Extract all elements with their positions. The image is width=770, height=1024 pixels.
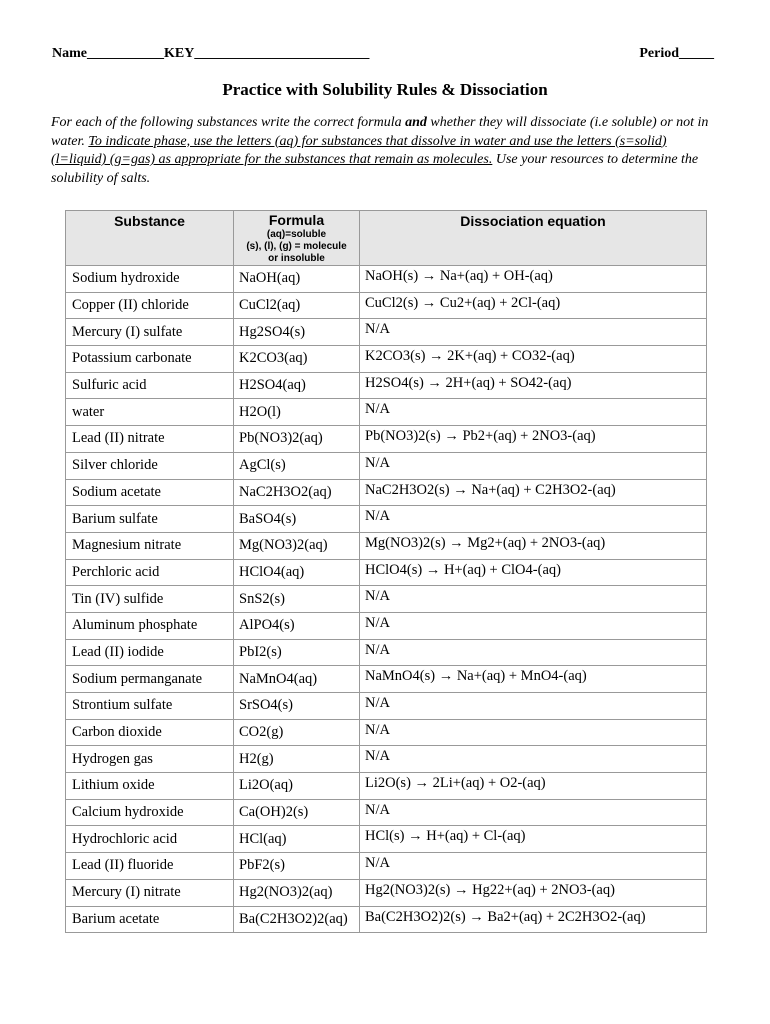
formula-cell: Ba(C2H3O2)2(aq) xyxy=(234,906,360,933)
formula-cell: NaMnO4(aq) xyxy=(234,666,360,693)
table-body xyxy=(66,266,707,933)
equation-cell: N/A xyxy=(360,506,707,533)
table-row xyxy=(66,612,707,639)
instructions-underlined: To indicate phase, use the letters (aq) for substances that dissolve in water and use the letters (s=solid) (l=liquid) (g=gas) as appropriate for the substances that remain as molecules. xyxy=(51,133,667,167)
table-header-row xyxy=(66,211,707,266)
equation-cell: CuCl2(s) → Cu2+(aq) + 2Cl-(aq) xyxy=(360,292,707,319)
header-formula-label: Formula xyxy=(268,212,325,228)
substance-cell: Sulfuric acid xyxy=(66,372,234,399)
formula-cell: H2SO4(aq) xyxy=(234,372,360,399)
formula-cell: Hg2(NO3)2(aq) xyxy=(234,879,360,906)
formula-cell: NaOH(aq) xyxy=(234,266,360,293)
formula-cell: Hg2SO4(s) xyxy=(234,319,360,346)
equation-cell: HCl(s) → H+(aq) + Cl-(aq) xyxy=(360,826,707,853)
substance-cell: Lead (II) nitrate xyxy=(66,426,234,453)
substance-cell: Silver chloride xyxy=(66,452,234,479)
equation-cell: Hg2(NO3)2(s) → Hg22+(aq) + 2NO3-(aq) xyxy=(360,879,707,906)
instructions-part1: For each of the following substances write the correct formula xyxy=(51,115,406,130)
instructions-bold-word: and xyxy=(405,115,427,130)
page-title: Practice with Solubility Rules & Dissociation xyxy=(222,80,548,99)
equation-cell: N/A xyxy=(360,693,707,720)
formula-cell: CuCl2(aq) xyxy=(234,292,360,319)
formula-cell: AlPO4(s) xyxy=(234,612,360,639)
equation-cell: Ba(C2H3O2)2(s) → Ba2+(aq) + 2C2H3O2-(aq) xyxy=(360,906,707,933)
substance-cell: Magnesium nitrate xyxy=(66,532,234,559)
substance-cell: Mercury (I) sulfate xyxy=(66,319,234,346)
substance-cell: Lead (II) iodide xyxy=(66,639,234,666)
substance-cell: Lead (II) fluoride xyxy=(66,853,234,880)
formula-cell: BaSO4(s) xyxy=(234,506,360,533)
table-row xyxy=(66,292,707,319)
header-substance: Substance xyxy=(66,211,234,266)
substance-cell: Barium sulfate xyxy=(66,506,234,533)
header-formula xyxy=(234,211,360,266)
table-row xyxy=(66,346,707,373)
substance-cell: Barium acetate xyxy=(66,906,234,933)
header xyxy=(52,46,718,66)
substance-cell: Sodium hydroxide xyxy=(66,266,234,293)
solubility-table xyxy=(65,210,707,933)
equation-cell: NaMnO4(s) → Na+(aq) + MnO4-(aq) xyxy=(360,666,707,693)
equation-cell: N/A xyxy=(360,639,707,666)
substance-cell: Calcium hydroxide xyxy=(66,799,234,826)
table-row xyxy=(66,719,707,746)
equation-cell: NaC2H3O2(s) → Na+(aq) + C2H3O2-(aq) xyxy=(360,479,707,506)
instructions-part3: Use your resources to determine the solubility of salts. xyxy=(51,152,699,186)
substance-cell: Lithium oxide xyxy=(66,773,234,800)
instructions-part2: whether they will dissociate (i.e soluble) or not in water. xyxy=(51,115,709,149)
formula-cell: K2CO3(aq) xyxy=(234,346,360,373)
formula-cell: Pb(NO3)2(aq) xyxy=(234,426,360,453)
substance-cell: Hydrochloric acid xyxy=(66,826,234,853)
equation-cell: N/A xyxy=(360,399,707,426)
name-field: Name___________KEY_________________________ xyxy=(52,46,370,61)
table-row xyxy=(66,906,707,933)
table-row xyxy=(66,426,707,453)
table-row xyxy=(66,639,707,666)
equation-cell: N/A xyxy=(360,799,707,826)
formula-cell: AgCl(s) xyxy=(234,452,360,479)
equation-cell: K2CO3(s) → 2K+(aq) + CO32-(aq) xyxy=(360,346,707,373)
table-row xyxy=(66,666,707,693)
formula-cell: CO2(g) xyxy=(234,719,360,746)
formula-cell: Ca(OH)2(s) xyxy=(234,799,360,826)
table-row xyxy=(66,372,707,399)
formula-cell: SrSO4(s) xyxy=(234,693,360,720)
substance-cell: Perchloric acid xyxy=(66,559,234,586)
table-row xyxy=(66,853,707,880)
header-formula-note-1: (aq)=soluble xyxy=(266,229,327,240)
header-dissociation: Dissociation equation xyxy=(360,211,707,266)
substance-cell: Tin (IV) sulfide xyxy=(66,586,234,613)
period-field: Period_____ xyxy=(639,46,714,61)
equation-cell: N/A xyxy=(360,746,707,773)
substance-cell: Aluminum phosphate xyxy=(66,612,234,639)
table-row xyxy=(66,506,707,533)
formula-cell: PbI2(s) xyxy=(234,639,360,666)
header-formula-note-2: (s), (l), (g) = molecule xyxy=(246,241,347,252)
substance-cell: Carbon dioxide xyxy=(66,719,234,746)
table-row xyxy=(66,586,707,613)
equation-cell: H2SO4(s) → 2H+(aq) + SO42-(aq) xyxy=(360,372,707,399)
table-row xyxy=(66,826,707,853)
equation-cell: N/A xyxy=(360,586,707,613)
formula-cell: Mg(NO3)2(aq) xyxy=(234,532,360,559)
equation-cell: N/A xyxy=(360,612,707,639)
substance-cell: water xyxy=(66,399,234,426)
equation-cell: N/A xyxy=(360,719,707,746)
substance-cell: Mercury (I) nitrate xyxy=(66,879,234,906)
table-row xyxy=(66,399,707,426)
equation-cell: N/A xyxy=(360,319,707,346)
table-row xyxy=(66,746,707,773)
equation-cell: N/A xyxy=(360,452,707,479)
formula-cell: Li2O(aq) xyxy=(234,773,360,800)
table-row xyxy=(66,479,707,506)
equation-cell: Li2O(s) → 2Li+(aq) + O2-(aq) xyxy=(360,773,707,800)
header-formula-note-3: or insoluble xyxy=(268,253,325,264)
substance-cell: Potassium carbonate xyxy=(66,346,234,373)
table-row xyxy=(66,266,707,293)
table-row xyxy=(66,879,707,906)
equation-cell: N/A xyxy=(360,853,707,880)
formula-cell: HCl(aq) xyxy=(234,826,360,853)
equation-cell: HClO4(s) → H+(aq) + ClO4-(aq) xyxy=(360,559,707,586)
substance-cell: Sodium acetate xyxy=(66,479,234,506)
formula-cell: PbF2(s) xyxy=(234,853,360,880)
formula-cell: HClO4(aq) xyxy=(234,559,360,586)
substance-cell: Copper (II) chloride xyxy=(66,292,234,319)
equation-cell: Mg(NO3)2(s) → Mg2+(aq) + 2NO3-(aq) xyxy=(360,532,707,559)
instructions xyxy=(51,114,723,188)
substance-cell: Strontium sulfate xyxy=(66,693,234,720)
table-row xyxy=(66,319,707,346)
table-row xyxy=(66,532,707,559)
equation-cell: Pb(NO3)2(s) → Pb2+(aq) + 2NO3-(aq) xyxy=(360,426,707,453)
table-row xyxy=(66,559,707,586)
table-row xyxy=(66,799,707,826)
formula-cell: H2O(l) xyxy=(234,399,360,426)
formula-cell: NaC2H3O2(aq) xyxy=(234,479,360,506)
substance-cell: Sodium permanganate xyxy=(66,666,234,693)
equation-cell: NaOH(s) → Na+(aq) + OH-(aq) xyxy=(360,266,707,293)
formula-cell: SnS2(s) xyxy=(234,586,360,613)
substance-cell: Hydrogen gas xyxy=(66,746,234,773)
formula-cell: H2(g) xyxy=(234,746,360,773)
table-row xyxy=(66,773,707,800)
table-row xyxy=(66,452,707,479)
table-row xyxy=(66,693,707,720)
